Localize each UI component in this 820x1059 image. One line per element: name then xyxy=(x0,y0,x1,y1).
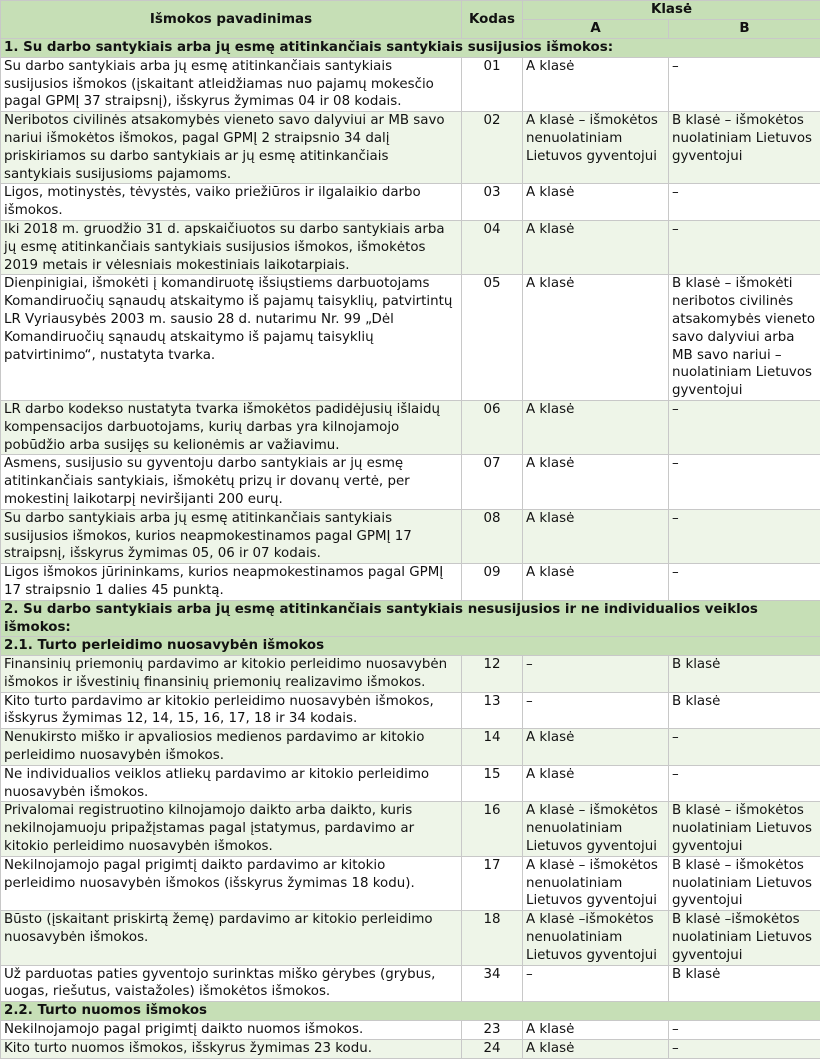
cell-name: Nekilnojamojo pagal prigimtį daikto nuomos išmokos. xyxy=(1,1021,462,1040)
cell-class-b: – xyxy=(669,564,820,601)
cell-class-b: B klasė – išmokėtos nuolatiniam Lietuvos gyventojui xyxy=(669,802,820,856)
cell-code: 05 xyxy=(462,275,523,401)
cell-class-a: A klasė xyxy=(523,1039,669,1058)
cell-name: Ligos išmokos jūrininkams, kurios neapmokestinamos pagal GPMĮ 17 straipsnio 1 dalies 45 punktą. xyxy=(1,564,462,601)
cell-code: 07 xyxy=(462,455,523,509)
cell-class-a: A klasė –išmokėtos nenuolatiniam Lietuvos gyventojui xyxy=(523,911,669,965)
section-title: 2.1. Turto perleidimo nuosavybėn išmokos xyxy=(1,637,820,656)
section-row xyxy=(1,1002,820,1021)
cell-class-b: – xyxy=(669,509,820,563)
table-row xyxy=(1,509,820,563)
cell-name: Finansinių priemonių pardavimo ar kitokio perleidimo nuosavybėn išmokos ir išvestinių finansinių priemonių realizavimo išmokos. xyxy=(1,656,462,693)
cell-code: 15 xyxy=(462,765,523,802)
cell-class-a: A klasė xyxy=(523,1021,669,1040)
cell-class-a: A klasė – išmokėtos nenuolatiniam Lietuvos gyventojui xyxy=(523,856,669,910)
cell-class-a: A klasė xyxy=(523,455,669,509)
cell-class-a: – xyxy=(523,692,669,729)
table-row xyxy=(1,112,820,184)
section-title: 1. Su darbo santykiais arba jų esmę atitinkančiais santykiais susijusios išmokos: xyxy=(1,39,820,58)
cell-class-a: A klasė – išmokėtos nenuolatiniam Lietuvos gyventojui xyxy=(523,112,669,184)
cell-class-a: A klasė xyxy=(523,400,669,454)
cell-code: 24 xyxy=(462,1039,523,1058)
cell-name: Asmens, susijusio su gyventoju darbo santykiais ar jų esmę atitinkančiais santykiais, išmokėtų prizų ir dovanų vertė, per mokestinį laikotarpį neviršijanti 200 eurų. xyxy=(1,455,462,509)
table-row xyxy=(1,856,820,910)
cell-class-b: – xyxy=(669,400,820,454)
cell-name: Nekilnojamojo pagal prigimtį daikto pardavimo ar kitokio perleidimo nuosavybėn išmokos (išskyrus žymimas 18 kodu). xyxy=(1,856,462,910)
section-row xyxy=(1,39,820,58)
section-row xyxy=(1,600,820,637)
cell-class-a: A klasė xyxy=(523,57,669,111)
table-row xyxy=(1,1039,820,1058)
cell-name: Kito turto pardavimo ar kitokio perleidimo nuosavybėn išmokos, išskyrus žymimas 12, 14, 15, 16, 17, 18 ir 34 kodais. xyxy=(1,692,462,729)
cell-class-b: – xyxy=(669,1021,820,1040)
table-row xyxy=(1,275,820,401)
cell-class-a: A klasė xyxy=(523,184,669,221)
cell-class-b: B klasė –išmokėtos nuolatiniam Lietuvos gyventojui xyxy=(669,911,820,965)
cell-name: Būsto (įskaitant priskirtą žemę) pardavimo ar kitokio perleidimo nuosavybėn išmokos. xyxy=(1,911,462,965)
cell-code: 13 xyxy=(462,692,523,729)
cell-class-b: – xyxy=(669,729,820,766)
cell-name: LR darbo kodekso nustatyta tvarka išmokėtos padidėjusių išlaidų kompensacijos darbuotojams, kurių darbas yra kilnojamojo pobūdžio arba susijęs su kelionėmis ar važiavimu. xyxy=(1,400,462,454)
cell-class-a: A klasė xyxy=(523,765,669,802)
cell-class-b: B klasė xyxy=(669,965,820,1002)
cell-name: Su darbo santykiais arba jų esmę atitinkančiais santykiais susijusios išmokos (įskaitant atleidžiamas nuo pajamų mokesčio pagal GPMĮ 37 straipsnį), išskyrus žymimas 04 ir 08 kodais. xyxy=(1,57,462,111)
cell-name: Iki 2018 m. gruodžio 31 d. apskaičiuotos su darbo santykiais arba jų esmę atitinkančiais santykiais susijusios išmokos, išmokėtos 2019 metais ir vėlesniais mokestiniais laikotarpiais. xyxy=(1,220,462,274)
table-row xyxy=(1,184,820,221)
table-row xyxy=(1,965,820,1002)
table-row xyxy=(1,656,820,693)
table-row xyxy=(1,802,820,856)
cell-class-a: A klasė xyxy=(523,564,669,601)
cell-code: 12 xyxy=(462,656,523,693)
section-title: 2.2. Turto nuomos išmokos xyxy=(1,1002,820,1021)
cell-class-b: B klasė – išmokėti neribotos civilinės atsakomybės vieneto savo dalyviui arba MB savo nariui – nuolatiniam Lietuvos gyventojui xyxy=(669,275,820,401)
cell-name: Dienpinigiai, išmokėti į komandiruotę išsiųstiems darbuotojams Komandiruočių sąnaudų atskaitymo iš pajamų taisyklių, patvirtintų LR Vyriausybės 2003 m. sausio 28 d. nutarimu Nr. 99 „Dėl Komandiruočių sąnaudų atskaitymo iš pajamų taisyklių patvirtinimo“, nustatyta tvarka. xyxy=(1,275,462,401)
cell-code: 02 xyxy=(462,112,523,184)
cell-code: 34 xyxy=(462,965,523,1002)
cell-name: Su darbo santykiais arba jų esmę atitinkančiais santykiais susijusios išmokos, kurios neapmokestinamos pagal GPMĮ 17 straipsnį, išskyrus žymimas 05, 06 ir 07 kodais. xyxy=(1,509,462,563)
section-title: 2. Su darbo santykiais arba jų esmę atitinkančiais santykiais nesusijusios ir ne individualios veiklos išmokos: xyxy=(1,600,820,637)
cell-name: Ne individualios veiklos atliekų pardavimo ar kitokio perleidimo nuosavybėn išmokos. xyxy=(1,765,462,802)
cell-class-b: – xyxy=(669,455,820,509)
table-row xyxy=(1,1021,820,1040)
cell-class-a: A klasė xyxy=(523,509,669,563)
cell-code: 16 xyxy=(462,802,523,856)
cell-code: 17 xyxy=(462,856,523,910)
table-row xyxy=(1,564,820,601)
cell-class-a: A klasė – išmokėtos nenuolatiniam Lietuvos gyventojui xyxy=(523,802,669,856)
cell-code: 01 xyxy=(462,57,523,111)
table-row xyxy=(1,57,820,111)
cell-class-b: B klasė – išmokėtos nuolatiniam Lietuvos gyventojui xyxy=(669,856,820,910)
cell-code: 14 xyxy=(462,729,523,766)
table-row xyxy=(1,220,820,274)
cell-class-a: – xyxy=(523,656,669,693)
table-row xyxy=(1,911,820,965)
cell-name: Privalomai registruotino kilnojamojo daikto arba daikto, kuris nekilnojamuoju pripažįstamas pagal įstatymus, pardavimo ar kitokio perleidimo nuosavybėn išmokos. xyxy=(1,802,462,856)
cell-class-b: – xyxy=(669,57,820,111)
header-a: A xyxy=(523,20,669,39)
cell-class-a: A klasė xyxy=(523,220,669,274)
table-row xyxy=(1,692,820,729)
cell-code: 18 xyxy=(462,911,523,965)
cell-name: Kito turto nuomos išmokos, išskyrus žymimas 23 kodu. xyxy=(1,1039,462,1058)
cell-name: Neribotos civilinės atsakomybės vieneto savo dalyviui ar MB savo nariui išmokėtos išmokos, pagal GPMĮ 2 straipsnio 34 dalį priskiriamos su darbo santykiais ar jų esmę atitinkančiais santykiais susijusioms pajamoms. xyxy=(1,112,462,184)
section-row xyxy=(1,637,820,656)
table-row xyxy=(1,400,820,454)
cell-name: Ligos, motinystės, tėvystės, vaiko priežiūros ir ilgalaikio darbo išmokos. xyxy=(1,184,462,221)
cell-class-a: A klasė xyxy=(523,729,669,766)
cell-code: 08 xyxy=(462,509,523,563)
cell-class-b: B klasė xyxy=(669,692,820,729)
cell-class-a: – xyxy=(523,965,669,1002)
cell-code: 06 xyxy=(462,400,523,454)
table-row xyxy=(1,455,820,509)
cell-class-b: B klasė xyxy=(669,656,820,693)
table-row xyxy=(1,765,820,802)
cell-class-b: – xyxy=(669,1039,820,1058)
cell-class-a: A klasė xyxy=(523,275,669,401)
table-body xyxy=(1,39,820,1059)
cell-code: 23 xyxy=(462,1021,523,1040)
header-klase: Klasė xyxy=(523,1,820,20)
cell-name: Už parduotas paties gyventojo surinktas miško gėrybes (grybus, uogas, riešutus, vaistažoles) išmokėtos išmokos. xyxy=(1,965,462,1002)
cell-name: Nenukirsto miško ir apvaliosios medienos pardavimo ar kitokio perleidimo nuosavybėn išmokos. xyxy=(1,729,462,766)
cell-class-b: – xyxy=(669,184,820,221)
header-code: Kodas xyxy=(462,1,523,39)
cell-code: 03 xyxy=(462,184,523,221)
cell-class-b: – xyxy=(669,765,820,802)
table-row xyxy=(1,729,820,766)
cell-code: 04 xyxy=(462,220,523,274)
cell-code: 09 xyxy=(462,564,523,601)
header-name: Išmokos pavadinimas xyxy=(1,1,462,39)
cell-class-b: B klasė – išmokėtos nuolatiniam Lietuvos gyventojui xyxy=(669,112,820,184)
cell-class-b: – xyxy=(669,220,820,274)
header-b: B xyxy=(669,20,820,39)
